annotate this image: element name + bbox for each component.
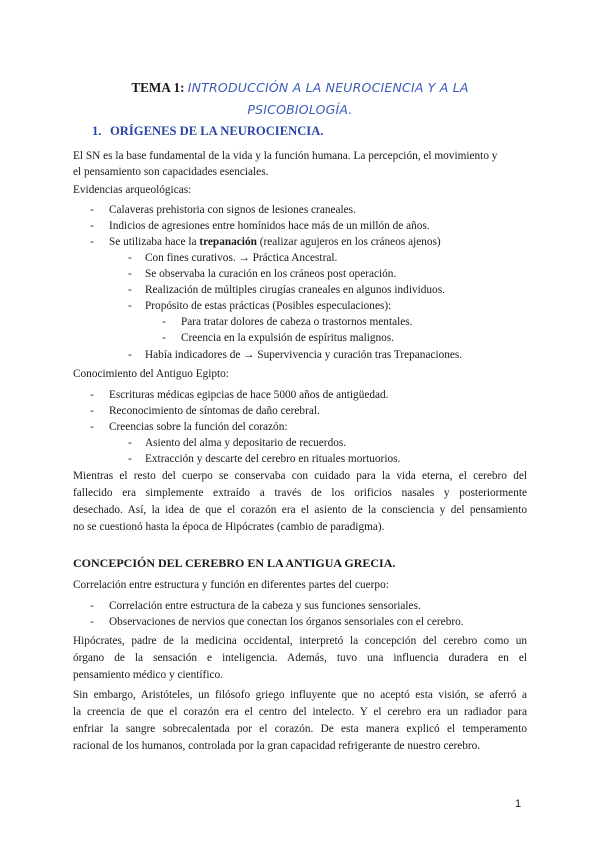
bullet-dash: - xyxy=(128,252,132,264)
paragraph-line: fallecido era simplemente extraído a través de los orificios nasales y posteriormente xyxy=(73,487,527,499)
bullet-dash: - xyxy=(90,236,94,248)
page-number: 1 xyxy=(515,798,522,810)
trepanation-after: (realizar agujeros en los cráneos ajenos) xyxy=(256,236,441,248)
section2-heading: CONCEPCIÓN DEL CEREBRO EN LA ANTIGUA GRECIA. xyxy=(73,556,396,570)
list-item: Calaveras prehistoria con signos de lesiones craneales. xyxy=(109,204,356,216)
intro-line: El SN es la base fundamental de la vida y la función humana. La percepción, el movimiento y xyxy=(73,150,498,162)
bullet-dash: - xyxy=(90,405,94,417)
section1-number: 1. xyxy=(92,124,102,138)
title-accent-line2: PSICOBIOLOGÍA. xyxy=(247,102,353,117)
paragraph-line: Mientras el resto del cuerpo se conservaba con cuidado para la vida eterna, el cerebro del xyxy=(73,470,527,482)
list-item: Indicios de agresiones entre homínidos hace más de un millón de años. xyxy=(109,220,430,232)
bullet-dash: - xyxy=(162,316,166,328)
paragraph-line: la creencia de que el corazón era el centro del intelecto. Y el cerebro era un radiador para xyxy=(73,706,527,718)
paragraph-line: no se cuestionó hasta la época de Hipócrates (cambio de paradigma). xyxy=(73,521,385,533)
paragraph-line: desechado. Así, la idea de que el corazón era el asiento de la consciencia y del pensamiento xyxy=(73,504,527,516)
trepanation-keyword: trepanación xyxy=(199,236,257,248)
bullet-dash: - xyxy=(90,616,94,628)
list-item: Observaciones de nervios que conectan los órganos sensoriales con el cerebro. xyxy=(109,616,464,628)
page-title xyxy=(74,77,526,121)
bullet-dash: - xyxy=(90,600,94,612)
paragraph-line: racional de los humanos, controlada por la gran capacidad refrigerante de nuestro cerebro. xyxy=(73,740,481,752)
paragraph-line: órgano de la sensación e inteligencia. Además, tuvo una influencia duradera en el xyxy=(73,652,527,664)
bullet-dash: - xyxy=(128,300,132,312)
sub-list-item: Asiento del alma y depositario de recuerdos. xyxy=(145,437,347,449)
list-item: Escrituras médicas egipcias de hace 5000 años de antigüedad. xyxy=(109,389,389,401)
sub-list-item: Con fines curativos. → Práctica Ancestral. xyxy=(145,252,338,264)
intro-line: el pensamiento son capacidades esenciales. xyxy=(73,166,269,178)
paragraph-line: enfriar la sangre sobrecalentada por el corazón. De esta manera explicó el temperamento xyxy=(73,723,527,735)
bullet-dash: - xyxy=(128,437,132,449)
list-item: Creencias sobre la función del corazón: xyxy=(109,421,288,433)
bullet-dash: - xyxy=(162,332,166,344)
title-lead: TEMA 1: xyxy=(131,80,188,95)
sub-sub-list-item: Para tratar dolores de cabeza o trastornos mentales. xyxy=(181,316,413,328)
list-item: Correlación entre estructura de la cabeza y sus funciones sensoriales. xyxy=(109,600,421,612)
bullet-dash: - xyxy=(90,421,94,433)
list-item-trepanation xyxy=(109,234,441,250)
sub-sub-list-item: Creencia en la expulsión de espíritus malignos. xyxy=(181,332,395,344)
bullet-dash: - xyxy=(90,389,94,401)
bullet-dash: - xyxy=(128,284,132,296)
bullet-dash: - xyxy=(128,349,132,361)
paragraph-line: pensamiento médico y científico. xyxy=(73,669,223,681)
bullet-dash: - xyxy=(128,453,132,465)
section1-heading xyxy=(92,124,323,139)
evidence-label: Evidencias arqueológicas: xyxy=(73,184,192,196)
sub-list-item: Había indicadores de → Supervivencia y curación tras Trepanaciones. xyxy=(145,349,463,361)
section1-title: ORÍGENES DE LA NEUROCIENCIA. xyxy=(110,124,324,138)
trepanation-before: Se utilizaba hace la xyxy=(109,236,200,248)
sub-list-item: Extracción y descarte del cerebro en rituales mortuorios. xyxy=(145,453,401,465)
egypt-label: Conocimiento del Antiguo Egipto: xyxy=(73,368,229,380)
sub-list-item: Propósito de estas prácticas (Posibles especulaciones): xyxy=(145,300,392,312)
sub-list-item: Realización de múltiples cirugías craneales en algunos individuos. xyxy=(145,284,445,296)
bullet-dash: - xyxy=(90,220,94,232)
sub-list-item: Se observaba la curación en los cráneos post operación. xyxy=(145,268,397,280)
list-item: Reconocimiento de síntomas de daño cerebral. xyxy=(109,405,320,417)
bullet-dash: - xyxy=(90,204,94,216)
bullet-dash: - xyxy=(128,268,132,280)
section2-label: Correlación entre estructura y función en diferentes partes del cuerpo: xyxy=(73,579,389,591)
title-accent-line1: INTRODUCCIÓN A LA NEUROCIENCIA Y A LA xyxy=(187,80,469,95)
paragraph-line: Sin embargo, Aristóteles, un filósofo griego influyente que no aceptó esta visión, se aferró a xyxy=(73,689,527,701)
paragraph-line: Hipócrates, padre de la medicina occidental, interpretó la concepción del cerebro como un xyxy=(73,635,527,647)
